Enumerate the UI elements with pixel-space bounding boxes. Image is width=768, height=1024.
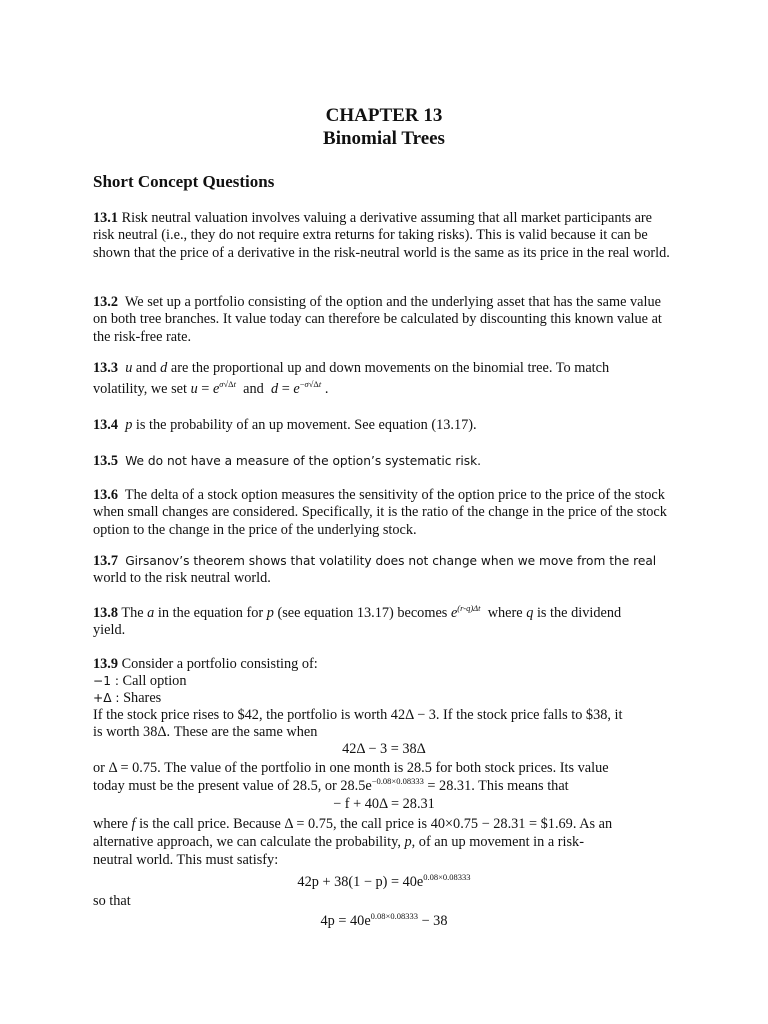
question-text: Girsanov’s theorem shows that volatility does not change when we move from the real — [125, 554, 657, 568]
text-line — [93, 816, 683, 833]
text: is the call price. Because — [139, 816, 281, 832]
math: 42p + 38(1 − p) = 40e — [297, 874, 424, 890]
question-text: We do not have a measure of the option’s systematic risk. — [125, 454, 482, 468]
question-text: is the dividend — [536, 605, 622, 621]
question-text: where — [487, 605, 523, 621]
symbol-e: e — [450, 605, 458, 621]
question-number: 13.2 — [93, 294, 119, 310]
math: Δ = 0.75 — [108, 760, 158, 776]
text: where — [93, 816, 128, 832]
math: 40×0.75 − 28.31 = $1.69 — [430, 816, 573, 832]
text: or — [93, 760, 105, 776]
equation-3 — [0, 874, 768, 891]
text: . These are the same when — [166, 724, 318, 740]
question-text: Risk neutral valuation involves valuing a derivative assuming that all market participants are risk neutral (i.e., they do not require extra returns for taking risks). This is valid because it can be shown that the price of a derivative in the risk-neutral world is the same as its price in the real world. — [93, 210, 670, 261]
text-line — [93, 707, 683, 724]
question-13-4 — [93, 417, 677, 434]
math: Δ = 0.75 — [284, 816, 334, 832]
question-number: 13.8 — [93, 605, 119, 621]
coefficient: +Δ : — [93, 691, 120, 705]
question-number: 13.5 — [93, 453, 119, 469]
text: , of an up movement in a risk- — [411, 834, 584, 850]
portfolio-line-shares — [93, 690, 683, 707]
question-13-6 — [93, 487, 677, 539]
text-line — [93, 760, 683, 777]
math: − 38 — [421, 913, 448, 929]
period: . — [324, 381, 329, 398]
text: today must be the present value of 28.5, or — [93, 778, 337, 794]
symbol-f: f — [131, 816, 136, 832]
math: 4p = 40e — [320, 913, 371, 929]
exponent: (r-q)Δt — [457, 603, 481, 613]
text: , the call price is — [333, 816, 428, 832]
question-text: We set up a portfolio consisting of the option and the underlying asset that has the same value on both tree branches. It value today can therefore be calculated by discounting this known value at the risk-free rate. — [93, 294, 662, 345]
question-13-2 — [93, 294, 677, 346]
question-number: 13.6 — [93, 487, 119, 503]
text: If the stock price rises to $42, the portfolio is worth — [93, 707, 388, 723]
question-13-5 — [93, 453, 677, 470]
question-text: world to the risk neutral world. — [93, 570, 271, 587]
chapter-title: Binomial Trees — [323, 128, 445, 149]
question-number: 13.9 — [93, 656, 119, 672]
and-word: and — [135, 360, 157, 376]
question-text: (see equation 13.17) becomes — [277, 605, 448, 621]
math: = 28.31 — [427, 778, 472, 794]
holding-label: Call option — [122, 673, 187, 689]
question-13-8 — [93, 605, 677, 640]
symbol-p: p — [266, 605, 274, 621]
equation-2: − f + 40Δ = 28.31 — [333, 796, 435, 812]
symbol-a: a — [147, 605, 155, 621]
symbol-p: p — [125, 417, 133, 433]
text: . This means that — [471, 778, 569, 794]
symbol-d: d — [160, 360, 168, 376]
question-text: is the probability of an up movement. See equation (13.17). — [135, 417, 477, 433]
question-text: yield. — [93, 622, 126, 639]
math: 38Δ — [143, 724, 167, 740]
symbol-p: p — [404, 834, 412, 850]
coefficient: −1 : — [93, 674, 119, 688]
text-line: neutral world. This must satisfy: — [93, 852, 279, 868]
question-13-9-intro — [93, 656, 683, 673]
question-text: and — [243, 381, 264, 398]
holding-label: Shares — [123, 690, 162, 706]
equation-4 — [0, 913, 768, 930]
text-line — [93, 724, 683, 741]
exponent: 0.08×0.08333 — [370, 911, 418, 921]
exponent: 0.08×0.08333 — [423, 872, 471, 882]
exponent: −0.08×0.08333 — [371, 776, 424, 786]
text-line — [93, 834, 683, 851]
question-number: 13.3 — [93, 360, 119, 376]
symbol-u: u — [125, 360, 133, 376]
symbol-q: q — [526, 605, 534, 621]
question-text: are the proportional up and down movements on the binomial tree. To match — [170, 360, 610, 376]
text: . If the stock price falls to $38, it — [435, 707, 623, 723]
question-13-3: 13.3 u and d are the proportional up and down movements on the binomial tree. To match volatility, we set $u = e^{\sigma√\Delta t}$ and $d = e^{-\sigma√\Delta t}$ . — [93, 360, 610, 398]
portfolio-line-call — [93, 673, 683, 690]
question-text: volatility, we set — [93, 381, 187, 398]
question-13-1 — [93, 210, 677, 262]
question-number: 13.7 — [93, 553, 119, 569]
text: . As an — [572, 816, 613, 832]
question-number: 13.4 — [93, 417, 119, 433]
chapter-number: CHAPTER 13 — [325, 105, 443, 126]
question-text: in the equation for — [157, 605, 264, 621]
question-text: The delta of a stock option measures the sensitivity of the option price to the price of the stock when small changes are considered. Specifically, it is the ratio of the change in the price of the stock option to the change in the price of the underlying stock. — [93, 487, 667, 538]
question-13-7 — [93, 553, 677, 588]
text-line — [93, 778, 683, 795]
math: 42Δ − 3 — [390, 707, 436, 723]
text-line: so that — [93, 893, 131, 909]
section-heading: Short Concept Questions — [93, 172, 275, 191]
text: . The value of the portfolio in one month is 28.5 for both stock prices. Its value — [157, 760, 609, 776]
math: 28.5e — [340, 778, 372, 794]
question-text: Consider a portfolio consisting of: — [121, 656, 318, 672]
equation-1: 42Δ − 3 = 38Δ — [342, 741, 426, 757]
question-number: 13.1 — [93, 210, 119, 226]
text: is worth — [93, 724, 140, 740]
question-text: The — [121, 605, 144, 621]
text: alternative approach, we can calculate the probability, — [93, 834, 401, 850]
